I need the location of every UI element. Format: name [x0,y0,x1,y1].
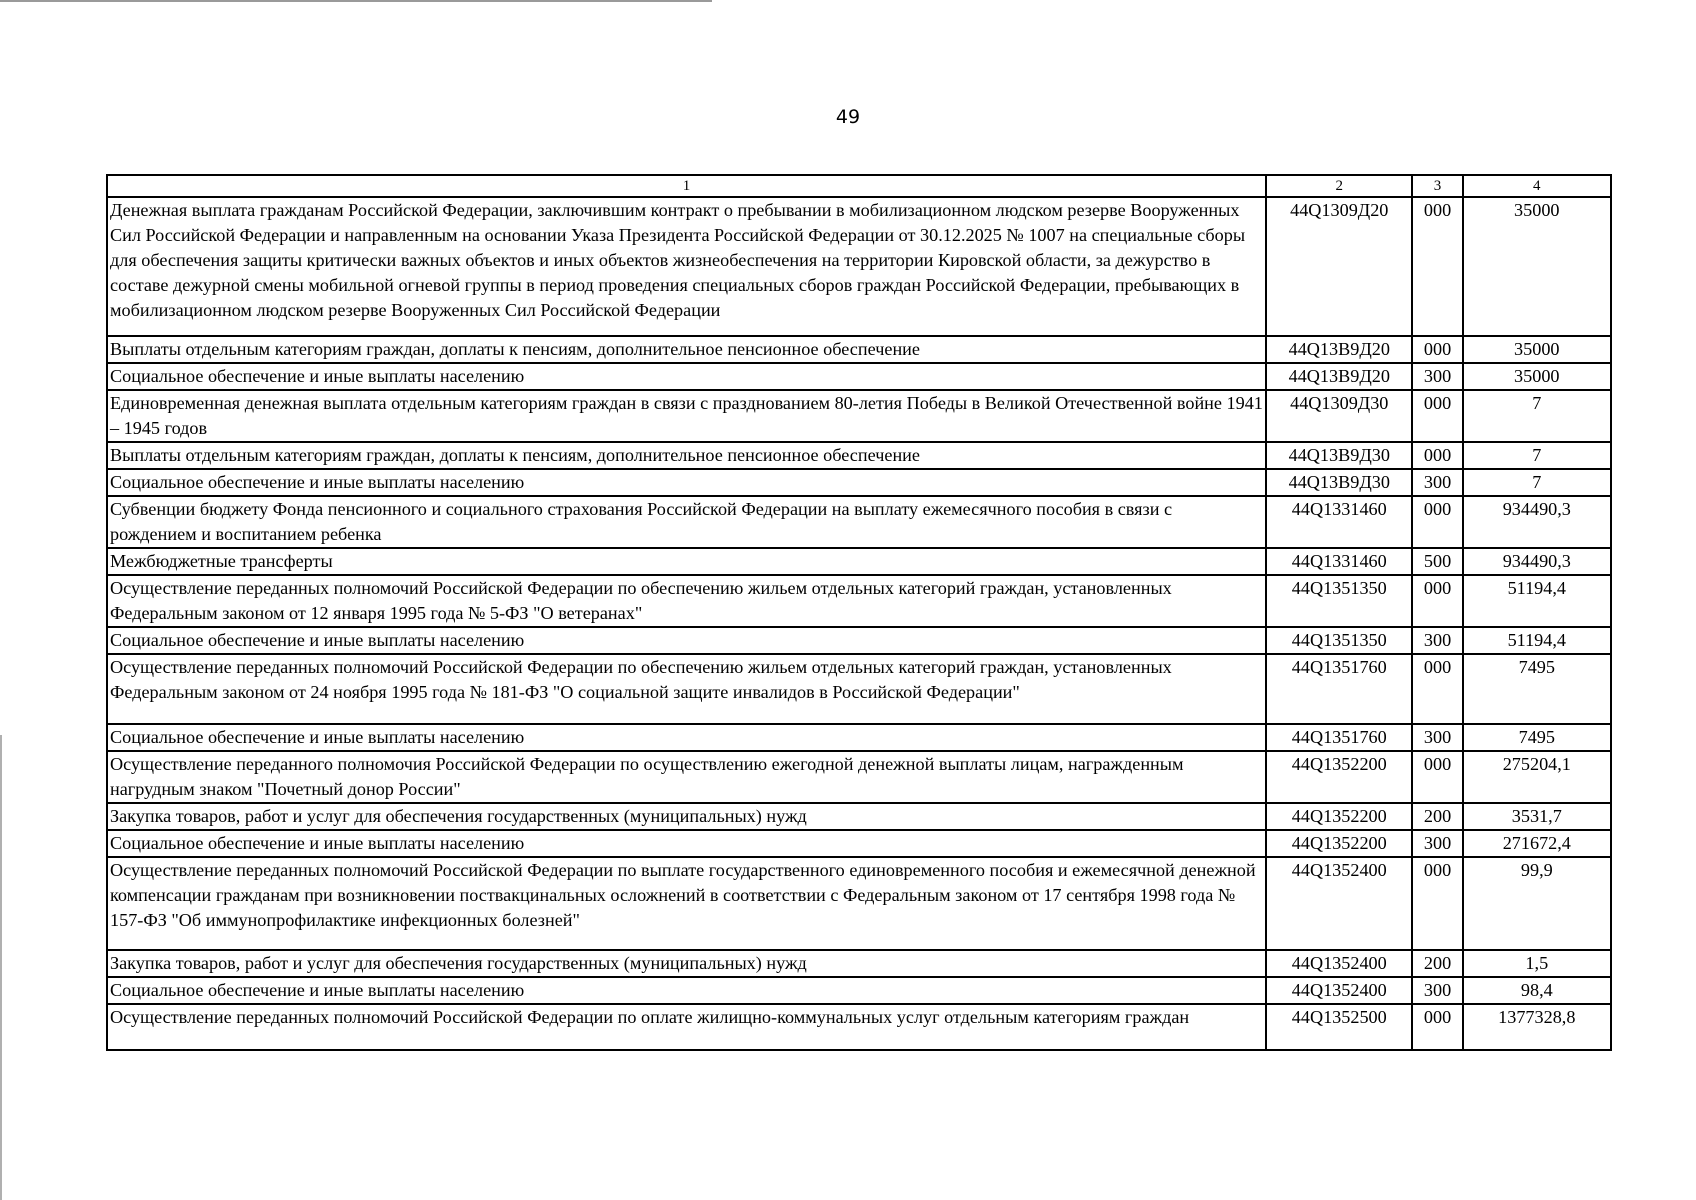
row-type-cell: 000 [1412,857,1462,950]
row-sum-cell: 35000 [1463,363,1611,390]
row-sum-cell: 934490,3 [1463,496,1611,548]
row-code-cell: 44Q1331460 [1266,548,1412,575]
row-sum-cell: 7 [1463,390,1611,442]
row-name-cell: Осуществление переданного полномочия Российской Федерации по осуществлению ежегодной денежной выплаты лицам, награжденным нагрудным знаком "Почетный донор России" [107,751,1266,803]
scan-edge-top [0,0,712,2]
row-code-cell: 44Q13B9Д20 [1266,363,1412,390]
row-type-cell: 300 [1412,363,1462,390]
row-code-cell: 44Q1352500 [1266,1004,1412,1050]
column-header-name: 1 [107,175,1266,197]
row-type-cell: 000 [1412,751,1462,803]
row-name-cell: Закупка товаров, работ и услуг для обеспечения государственных (муниципальных) нужд [107,950,1266,977]
row-type-cell: 300 [1412,977,1462,1004]
row-sum-cell: 99,9 [1463,857,1611,950]
row-type-cell: 000 [1412,390,1462,442]
row-name-cell: Закупка товаров, работ и услуг для обеспечения государственных (муниципальных) нужд [107,803,1266,830]
table-row [107,469,1611,496]
row-sum-cell: 7495 [1463,724,1611,751]
row-type-cell: 300 [1412,627,1462,654]
row-name-cell: Осуществление переданных полномочий Российской Федерации по оплате жилищно-коммунальных услуг отдельным категориям граждан [107,1004,1266,1050]
row-name-cell: Выплаты отдельным категориям граждан, доплаты к пенсиям, дополнительное пенсионное обеспечение [107,336,1266,363]
page-number: 49 [835,106,861,128]
row-type-cell: 000 [1412,575,1462,627]
row-type-cell: 300 [1412,724,1462,751]
row-type-cell: 300 [1412,469,1462,496]
column-header-type: 3 [1412,175,1462,197]
row-code-cell: 44Q1351350 [1266,575,1412,627]
row-code-cell: 44Q1351760 [1266,724,1412,751]
table-row [107,442,1611,469]
row-type-cell: 000 [1412,496,1462,548]
row-type-cell: 000 [1412,654,1462,724]
row-sum-cell: 98,4 [1463,977,1611,1004]
row-type-cell: 000 [1412,197,1462,336]
row-sum-cell: 1377328,8 [1463,1004,1611,1050]
table-row [107,1004,1611,1050]
row-type-cell: 000 [1412,1004,1462,1050]
row-name-cell: Социальное обеспечение и иные выплаты населению [107,830,1266,857]
table-row [107,977,1611,1004]
row-type-cell: 300 [1412,830,1462,857]
table-row [107,627,1611,654]
table-row [107,496,1611,548]
row-type-cell: 000 [1412,442,1462,469]
row-sum-cell: 7 [1463,442,1611,469]
row-type-cell: 200 [1412,803,1462,830]
row-code-cell: 44Q1331460 [1266,496,1412,548]
row-code-cell: 44Q13B9Д30 [1266,469,1412,496]
column-header-code: 2 [1266,175,1412,197]
table-row [107,751,1611,803]
table-row [107,197,1611,336]
row-name-cell: Социальное обеспечение и иные выплаты населению [107,627,1266,654]
table-row [107,950,1611,977]
row-code-cell: 44Q1309Д20 [1266,197,1412,336]
row-name-cell: Межбюджетные трансферты [107,548,1266,575]
row-sum-cell: 51194,4 [1463,575,1611,627]
row-name-cell: Единовременная денежная выплата отдельным категориям граждан в связи с празднованием 80-летия Победы в Великой Отечественной войне 1941 – 1945 годов [107,390,1266,442]
row-code-cell: 44Q1352200 [1266,751,1412,803]
table-row [107,857,1611,950]
row-type-cell: 200 [1412,950,1462,977]
table-row [107,803,1611,830]
table-row [107,830,1611,857]
row-name-cell: Социальное обеспечение и иные выплаты населению [107,363,1266,390]
budget-table [106,174,1612,1051]
row-code-cell: 44Q1352400 [1266,950,1412,977]
row-sum-cell: 7495 [1463,654,1611,724]
row-sum-cell: 934490,3 [1463,548,1611,575]
row-sum-cell: 1,5 [1463,950,1611,977]
column-header-sum: 4 [1463,175,1611,197]
row-name-cell: Социальное обеспечение и иные выплаты населению [107,724,1266,751]
row-code-cell: 44Q1351350 [1266,627,1412,654]
row-name-cell: Социальное обеспечение и иные выплаты населению [107,469,1266,496]
row-type-cell: 500 [1412,548,1462,575]
table-row [107,575,1611,627]
row-sum-cell: 51194,4 [1463,627,1611,654]
row-name-cell: Осуществление переданных полномочий Российской Федерации по обеспечению жильем отдельных категорий граждан, установленных Федеральным законом от 24 ноября 1995 года № 181-ФЗ "О социальной защите инвалидов в Российской Федерации" [107,654,1266,724]
row-name-cell: Осуществление переданных полномочий Российской Федерации по обеспечению жильем отдельных категорий граждан, установленных Федеральным законом от 12 января 1995 года № 5-ФЗ "О ветеранах" [107,575,1266,627]
row-code-cell: 44Q1309Д30 [1266,390,1412,442]
row-code-cell: 44Q13B9Д20 [1266,336,1412,363]
row-name-cell: Субвенции бюджету Фонда пенсионного и социального страхования Российской Федерации на выплату ежемесячного пособия в связи с рождением и воспитанием ребенка [107,496,1266,548]
table-row [107,390,1611,442]
table-header-row [107,175,1611,197]
row-code-cell: 44Q1352400 [1266,857,1412,950]
row-name-cell: Социальное обеспечение и иные выплаты населению [107,977,1266,1004]
row-code-cell: 44Q1352200 [1266,803,1412,830]
row-sum-cell: 7 [1463,469,1611,496]
row-code-cell: 44Q1352200 [1266,830,1412,857]
table-row [107,724,1611,751]
scan-edge-left [0,735,2,1200]
row-sum-cell: 3531,7 [1463,803,1611,830]
table-row [107,336,1611,363]
row-code-cell: 44Q13B9Д30 [1266,442,1412,469]
row-sum-cell: 35000 [1463,336,1611,363]
table-row [107,363,1611,390]
row-code-cell: 44Q1352400 [1266,977,1412,1004]
row-type-cell: 000 [1412,336,1462,363]
row-sum-cell: 271672,4 [1463,830,1611,857]
row-name-cell: Денежная выплата гражданам Российской Федерации, заключившим контракт о пребывании в мобилизационном людском резерве Вооруженных Сил Российской Федерации и направленным на основании Указа Президента Российской Федерации от 30.12.2025 № 1007 на специальные сборы для обеспечения защиты критически важных объектов и иных объектов жизнеобеспечения на территории Кировской области, за дежурство в составе дежурной смены мобильной огневой группы в период проведения специальных сборов граждан Российской Федерации, пребывающих в мобилизационном людском резерве Вооруженных Сил Российской Федерации [107,197,1266,336]
row-name-cell: Выплаты отдельным категориям граждан, доплаты к пенсиям, дополнительное пенсионное обеспечение [107,442,1266,469]
row-name-cell: Осуществление переданных полномочий Российской Федерации по выплате государственного единовременного пособия и ежемесячной денежной компенсации гражданам при возникновении поствакцинальных осложнений в соответствии с Федеральным законом от 17 сентября 1998 года № 157-ФЗ "Об иммунопрофилактике инфекционных болезней" [107,857,1266,950]
table-row [107,548,1611,575]
table-row [107,654,1611,724]
row-sum-cell: 275204,1 [1463,751,1611,803]
table-body [107,197,1611,1050]
row-sum-cell: 35000 [1463,197,1611,336]
row-code-cell: 44Q1351760 [1266,654,1412,724]
